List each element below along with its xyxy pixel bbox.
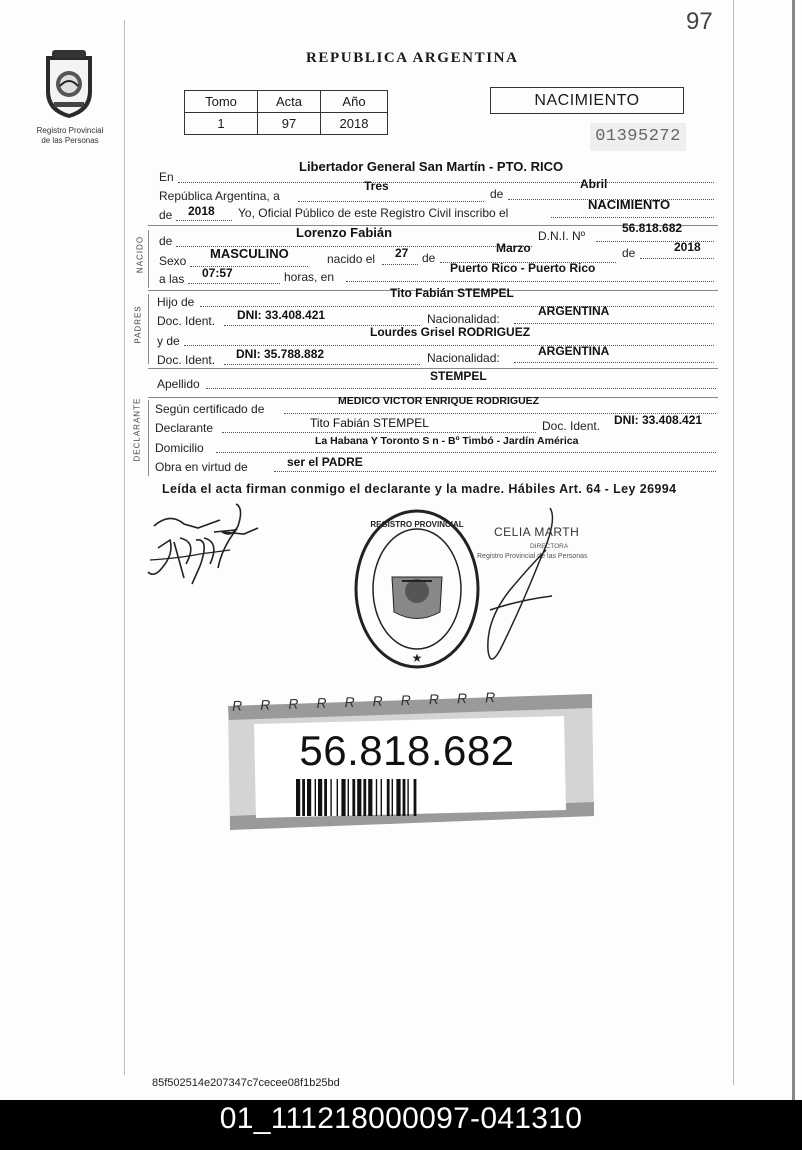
apellido-label: Apellido: [157, 377, 200, 391]
barcode-bar: [318, 779, 322, 816]
dotted-line: [298, 201, 484, 202]
place-value: Libertador General San Martín - PTO. RICO: [299, 159, 564, 174]
anio-header: Año: [321, 91, 388, 113]
mother-doc: DNI: 35.788.882: [236, 347, 325, 361]
tomo-header: Tomo: [185, 91, 258, 113]
dotted-line: [222, 432, 536, 433]
pattern-letter: R: [231, 696, 261, 714]
barcode-bar: [368, 779, 372, 816]
dotted-line: [206, 388, 716, 389]
dotted-line: [216, 452, 716, 453]
reference-value-row: [185, 113, 388, 135]
horas-label: horas, en: [284, 270, 335, 284]
dotted-line: [514, 323, 714, 324]
barcode-bar: [315, 779, 316, 816]
barcode-bar: [414, 779, 417, 816]
nac2-label: Nacionalidad:: [427, 351, 500, 365]
year-value: 2018: [188, 204, 215, 218]
mother-nationality: ARGENTINA: [538, 344, 610, 358]
pattern-letter: R: [484, 688, 514, 706]
doc1-label: Doc. Ident.: [157, 314, 216, 328]
reference-header-row: [185, 91, 388, 113]
officer-org: Registro Provincial de las Personas: [477, 553, 588, 560]
hijo-label: Hijo de: [157, 295, 195, 309]
pattern-letter: R: [456, 689, 486, 707]
officer-name: CELIA MARTH: [494, 525, 580, 539]
surname-value: STEMPEL: [430, 369, 487, 383]
barcode-bar: [381, 779, 382, 816]
barcode-bar: [337, 779, 338, 816]
tomo-value: 1: [185, 113, 258, 135]
doc3-label: Doc. Ident.: [542, 419, 601, 433]
document-hash: 85f502514e207347c7cecee08f1b25bd: [152, 1077, 340, 1089]
declarant-doc: DNI: 33.408.421: [614, 413, 703, 427]
barcode-bar: [324, 779, 327, 816]
barcode-bar: [387, 779, 390, 816]
barcode-bar: [296, 779, 300, 816]
barcode-bar: [341, 779, 345, 816]
barcode-bar: [392, 779, 393, 816]
certificate-value: MEDICO VICTOR ENRIQUE RODRIGUEZ: [338, 395, 540, 407]
declarant-signature: [140, 498, 264, 593]
obra-label: Obra en virtud de: [155, 460, 248, 474]
dotted-line: [382, 264, 418, 265]
obra-value: ser el PADRE: [287, 455, 363, 469]
section-bracket: [148, 400, 149, 476]
cert-label: Según certificado de: [155, 402, 265, 416]
acta-header: Acta: [258, 91, 321, 113]
dni-value: 56.818.682: [622, 221, 683, 235]
yde-label: y de: [157, 334, 180, 348]
de2-label: de: [159, 208, 173, 222]
svg-text:REGISTRO PROVINCIAL: REGISTRO PROVINCIAL: [370, 520, 464, 529]
declarante-side-label: DECLARANTE: [132, 397, 142, 462]
dotted-line: [184, 345, 714, 346]
officer-signature: [480, 500, 560, 670]
dotted-line: [514, 362, 714, 363]
dotted-line: [224, 364, 420, 365]
dotted-line: [274, 471, 716, 472]
dotted-line: [640, 258, 714, 259]
barcode-bar: [348, 779, 349, 816]
barcode-bar: [302, 779, 305, 816]
dotted-line: [188, 283, 280, 284]
birth-day-value: 27: [395, 246, 409, 260]
barcode-bar: [330, 779, 331, 816]
padres-side-label: PADRES: [133, 305, 143, 344]
domicilio-label: Domicilio: [155, 441, 204, 455]
de4-label: de: [422, 251, 436, 265]
sex-value: MASCULINO: [210, 246, 289, 261]
address-value: La Habana Y Toronto S n - Bº Timbó - Jardín América: [315, 435, 579, 447]
pattern-letter: R: [259, 695, 289, 713]
event-value: NACIMIENTO: [588, 197, 671, 212]
father-nationality: ARGENTINA: [538, 304, 610, 318]
en-label: En: [159, 170, 174, 184]
page-number: 97: [686, 8, 713, 35]
logo-caption-line-1: Registro Provincial: [36, 126, 104, 135]
pattern-letter: R: [428, 690, 458, 708]
nacido-side-label: NACIDO: [135, 235, 145, 274]
closing-statement: Leída el acta firman conmigo el declarante y la madre. Hábiles Art. 64 - Ley 26994: [162, 482, 677, 496]
nac1-label: Nacionalidad:: [427, 312, 500, 326]
anio-value: 2018: [321, 113, 388, 135]
dotted-line: [200, 306, 714, 307]
footer-code: 01_111218000097-041310: [219, 1102, 583, 1135]
sexo-label: Sexo: [159, 254, 187, 268]
logo-caption-line-2: de las Personas: [41, 136, 99, 145]
provincial-registry-logo: [38, 46, 100, 120]
document-title: REPUBLICA ARGENTINA: [306, 50, 519, 66]
nacido-label: nacido el: [327, 252, 376, 266]
barcode-bar: [363, 779, 366, 816]
dotted-line: [176, 220, 232, 221]
left-margin-line: [124, 20, 125, 1075]
section-bracket: [148, 294, 149, 364]
section-bracket: [148, 230, 149, 288]
barcode-bar: [403, 779, 406, 816]
de3-label: de: [159, 234, 173, 248]
officer-role: DIRECTORA: [530, 543, 569, 550]
doc2-label: Doc. Ident.: [157, 353, 216, 367]
pattern-letter: R: [400, 691, 430, 709]
father-name: Tito Fabián STEMPEL: [390, 286, 514, 300]
dotted-line: [346, 281, 714, 282]
birth-place-value: Puerto Rico - Puerto Rico: [450, 261, 596, 275]
reference-table: [184, 90, 388, 135]
dotted-line: [551, 217, 714, 218]
dni-barcode: [296, 779, 518, 816]
barcode-bar: [396, 779, 400, 816]
officer-text: Yo, Oficial Público de este Registro Civil inscribo el: [238, 206, 509, 220]
republica-label: República Argentina, a: [159, 189, 280, 203]
barcode-bar: [357, 779, 361, 816]
right-edge-line: [792, 0, 795, 1100]
serial-number: 01395272: [590, 123, 686, 151]
name-value: Lorenzo Fabián: [296, 225, 393, 240]
svg-text:★: ★: [411, 651, 423, 665]
day-value: Tres: [364, 179, 389, 193]
month-value: Abril: [580, 177, 608, 191]
dni-label: D.N.I. Nº: [538, 229, 586, 243]
pattern-letter: R: [316, 694, 345, 712]
dni-large-number: 56.818.682: [299, 727, 515, 774]
acta-value: 97: [258, 113, 321, 135]
barcode-bar: [407, 779, 408, 816]
barcode-bar: [307, 779, 311, 816]
declarante-label: Declarante: [155, 421, 214, 435]
de5-label: de: [622, 246, 636, 260]
alas-label: a las: [159, 272, 185, 286]
right-margin-line: [733, 0, 734, 1085]
birth-year-value: 2018: [674, 240, 701, 254]
logo-caption: [26, 126, 114, 146]
mother-name: Lourdes Grisel RODRIGUEZ: [370, 325, 531, 339]
birth-month-value: Marzo: [496, 241, 531, 255]
father-doc: DNI: 33.408.421: [237, 308, 326, 322]
declarant-name: Tito Fabián STEMPEL: [310, 416, 429, 430]
dotted-line: [178, 182, 714, 183]
de-label: de: [490, 187, 504, 201]
barcode-bar: [376, 779, 377, 816]
pattern-letter: R: [288, 695, 317, 712]
act-type-box: NACIMIENTO: [490, 87, 684, 114]
birth-time-value: 07:57: [202, 266, 233, 280]
official-stamp: [352, 507, 482, 672]
pattern-letter: R: [344, 693, 373, 711]
pattern-letter: R: [372, 692, 402, 710]
barcode-bar: [352, 779, 355, 816]
